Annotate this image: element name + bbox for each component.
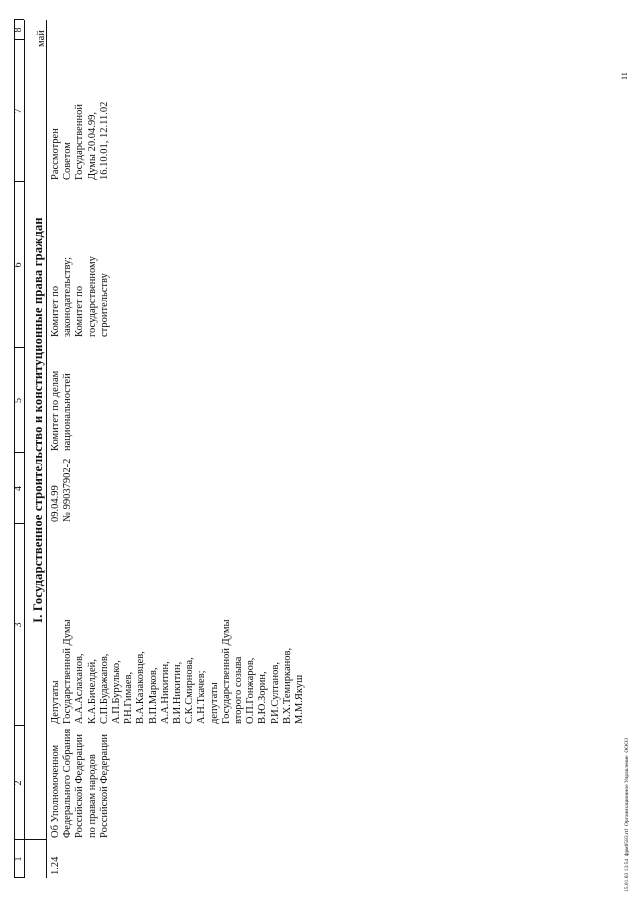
month: май: [36, 30, 47, 47]
header-bottom-border: [24, 20, 25, 878]
section-bottom-border: [46, 20, 47, 878]
col-header-6: 6: [13, 262, 24, 268]
responsible-committee: Комитет по делам национальностей: [50, 370, 74, 451]
bill-title: Об Уполномоченном Федерального Собрания Российской Федерации по правам народов Российской Федерации: [50, 728, 110, 838]
col-header-3: 3: [13, 622, 24, 628]
page-number: 11: [620, 72, 629, 80]
col-header-7: 7: [13, 108, 24, 114]
date-number: 09.04.99 № 99037902-2: [50, 458, 74, 522]
col-header-1: 1: [13, 856, 24, 862]
col-header-5: 5: [13, 398, 24, 403]
col-header-8: 8: [13, 27, 24, 33]
row-number: 1.24: [50, 856, 61, 875]
status: Рассмотрен Советом Государственной Думы 20.04.99, 16.10.01, 12.11.02: [50, 101, 110, 180]
col-header-4: 4: [13, 486, 24, 491]
initiators: Депутаты Государственной Думы А.А.Аслаханов, К.А.Бичелдей, С.П.Будажапов, А.П.Бурулько, Р.Н.Гимаев, В.А.Казаковцев, В.П.Марков, А.А.Никитин, В.И.Никитин, С.К.Смирнова, А.Н.Ткачев; депутаты Государственной Думы второго созыва О.П.Гонжаров, В.Ю.Зорин, Р.И.Султанов, В.Х.Темирканов, М.М.Якуш: [50, 619, 306, 724]
section-title: I. Государственное строительство и конституционные права граждан: [31, 217, 45, 623]
col-header-2: 2: [13, 780, 24, 786]
co-committees: Комитет по законодательству; Комитет по государственному строительству: [50, 256, 110, 337]
footer-text: 15.01.03 13:54 фрм0583.rtf Организационное Управление ООО3: [624, 737, 630, 892]
